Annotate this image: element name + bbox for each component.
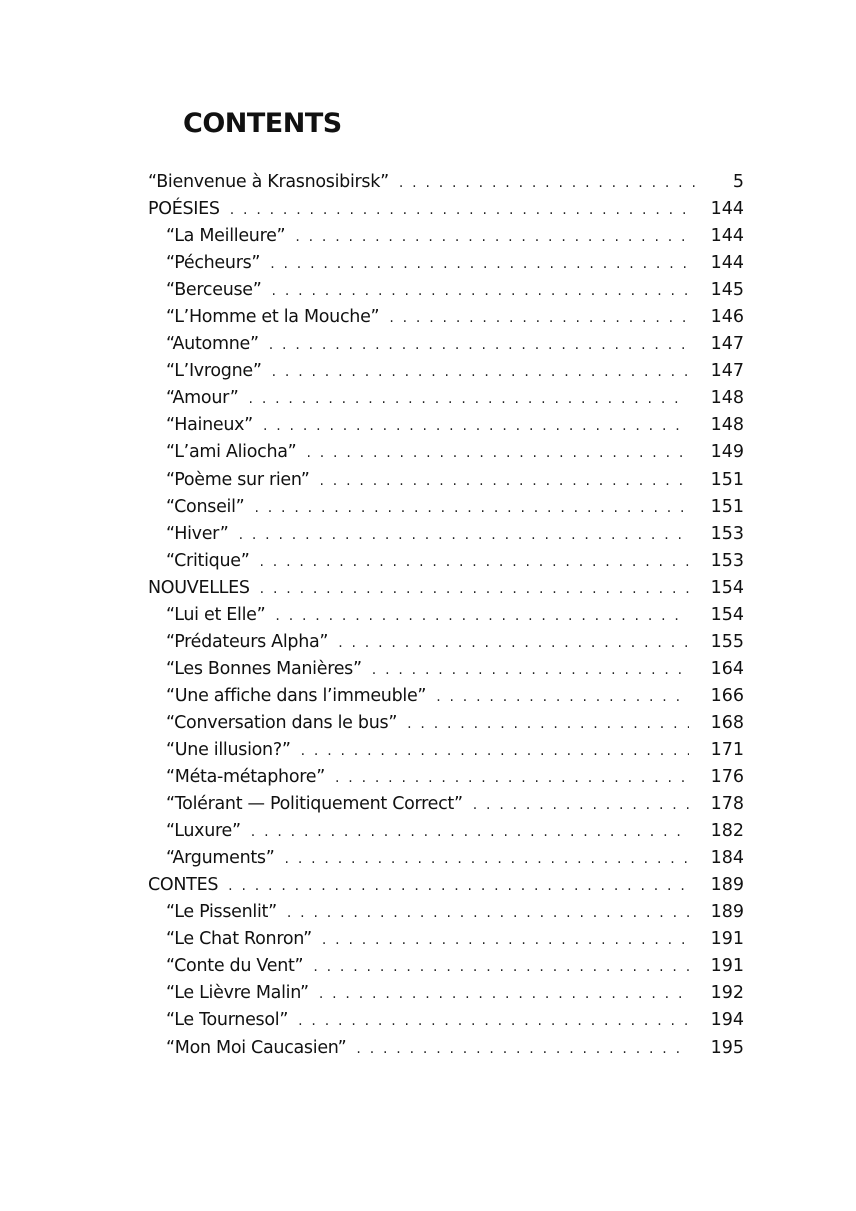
toc-entry-title: “Poème sur rien” [166,469,310,490]
toc-page-number: 189 [710,875,744,896]
toc-entry [148,250,744,277]
toc-page-number: 151 [710,469,744,490]
toc-entry-title: “Conversation dans le bus” [166,712,398,733]
toc-entry [148,304,744,331]
dot-leader [399,170,698,197]
toc-entry [148,548,744,575]
toc-section-entry [148,872,744,899]
toc-entry-title: “Critique” [166,550,250,571]
toc-page-number: 151 [710,496,744,517]
toc-entry-title: CONTES [148,875,219,896]
toc-entry-title: “Méta-métaphore” [166,767,325,788]
toc-entry-title: “L’ami Aliocha” [166,442,297,463]
toc-page-number: 164 [710,658,744,679]
dot-leader [389,305,688,332]
dot-leader [372,657,689,684]
toc-page-number: 148 [710,415,744,436]
toc-page-number: 166 [710,685,744,706]
toc-entry-title: “Luxure” [166,821,241,842]
toc-entry [148,277,744,304]
dot-leader [436,684,688,711]
dot-leader [230,197,689,224]
toc-entry-title: “Conte du Vent” [166,956,304,977]
dot-leader [313,954,688,981]
toc-entry-title: “Une affiche dans l’immeuble” [166,685,427,706]
toc-page-number: 146 [710,307,744,328]
dot-leader [254,495,688,522]
toc-entry [148,764,744,791]
toc-page-number: 144 [710,253,744,274]
toc-entry [148,467,744,494]
dot-leader [306,440,688,467]
toc-entry-title: “Les Bonnes Manières” [166,658,362,679]
toc-entry [148,953,744,980]
toc-entry [148,223,744,250]
toc-page-number: 5 [732,172,744,192]
dot-leader [228,873,688,900]
toc-page-number: 147 [710,361,744,382]
toc-entry-title: “Berceuse” [166,280,262,301]
dot-leader [320,468,689,495]
toc-entry [148,899,744,926]
toc-page-number: 189 [710,902,744,923]
toc-page-number: 145 [710,280,744,301]
toc-page-number: 192 [710,983,744,1004]
toc-page-number: 182 [710,821,744,842]
toc-page-number: 154 [710,604,744,625]
toc-entry [148,385,744,412]
toc-entry-title: “Prédateurs Alpha” [166,631,329,652]
toc-entry [148,521,744,548]
toc-page-number: 153 [710,523,744,544]
dot-leader [335,765,689,792]
toc-entry [148,980,744,1007]
toc-entry [148,737,744,764]
toc-entry-title: “Arguments” [166,848,275,869]
toc-entry-title: “L’Homme et la Mouche” [166,307,380,328]
toc-section-entry [148,169,744,196]
toc-entry [148,710,744,737]
dot-leader [287,900,689,927]
toc-entry [148,494,744,521]
toc-entry-title: “Le Chat Ronron” [166,929,312,950]
toc-entry [148,683,744,710]
dot-leader [295,224,688,251]
toc-entry-title: “Le Tournesol” [166,1010,289,1031]
toc-entry-title: “Tolérant — Politiquement Correct” [166,794,463,815]
dot-leader [251,819,689,846]
toc-page-number: 191 [710,929,744,950]
dot-leader [260,576,689,603]
toc-entry-title: “Conseil” [166,496,245,517]
page-title: CONTENTS [183,108,342,139]
toc-entry-title: “Mon Moi Caucasien” [166,1037,347,1058]
dot-leader [272,359,689,386]
toc-section-entry [148,196,744,223]
dot-leader [356,1036,688,1063]
dot-leader [319,981,689,1008]
toc-entry-title: POÉSIES [148,199,220,220]
toc-entry-title: “Le Lièvre Malin” [166,983,309,1004]
toc-entry-title: “Amour” [166,388,239,409]
dot-leader [473,792,689,819]
toc-page-number: 176 [710,767,744,788]
toc-entry [148,331,744,358]
toc-page-number: 168 [710,712,744,733]
toc-entry-title: “Une illusion?” [166,739,291,760]
toc-section-entry [148,575,744,602]
toc-entry-title: “La Meilleure” [166,226,286,247]
toc-page-number: 195 [710,1037,744,1058]
toc-entry [148,358,744,385]
toc-page-number: 147 [710,334,744,355]
toc-entry-title: “Hiver” [166,523,229,544]
toc-entry-title: “Lui et Elle” [166,604,266,625]
dot-leader [249,386,689,413]
table-of-contents [148,169,744,1062]
dot-leader [272,278,689,305]
toc-page-number: 194 [710,1010,744,1031]
toc-entry [148,656,744,683]
toc-entry [148,1007,744,1034]
toc-entry [148,845,744,872]
toc-entry-title: “Pécheurs” [166,253,261,274]
dot-leader [301,738,689,765]
toc-page-number: 153 [710,550,744,571]
dot-leader [239,522,689,549]
toc-entry-title: “Le Pissenlit” [166,902,277,923]
toc-page-number: 149 [710,442,744,463]
dot-leader [285,846,689,873]
dot-leader [270,251,688,278]
toc-page-number: 191 [710,956,744,977]
toc-page-number: 184 [710,848,744,869]
dot-leader [275,603,688,630]
dot-leader [322,927,689,954]
toc-entry [148,1035,744,1062]
toc-entry [148,818,744,845]
toc-entry [148,412,744,439]
toc-page-number: 148 [710,388,744,409]
toc-entry [148,629,744,656]
toc-entry-title: “Bienvenue à Krasnosibirsk” [148,172,389,192]
toc-entry-title: “Haineux” [166,415,253,436]
dot-leader [298,1008,688,1035]
toc-entry [148,926,744,953]
toc-page-number: 144 [710,199,744,220]
toc-page-number: 144 [710,226,744,247]
dot-leader [338,630,688,657]
toc-page-number: 154 [710,577,744,598]
toc-page-number: 178 [710,794,744,815]
toc-entry-title: “Automne” [166,334,259,355]
toc-entry [148,439,744,466]
toc-entry-title: NOUVELLES [148,577,250,598]
toc-entry [148,791,744,818]
dot-leader [407,711,689,738]
toc-entry-title: “L’Ivrogne” [166,361,262,382]
toc-page-number: 155 [710,631,744,652]
dot-leader [259,549,688,576]
toc-page-number: 171 [710,739,744,760]
toc-entry [148,602,744,629]
dot-leader [263,413,689,440]
dot-leader [269,332,689,359]
